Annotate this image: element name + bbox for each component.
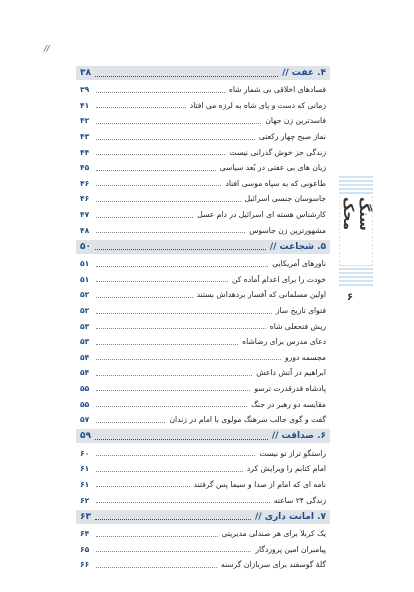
book-side-title (340, 195, 372, 265)
page-number: ۶ (347, 292, 354, 303)
dot-leader (96, 261, 268, 267)
entry-title: گلهٔ گوسفند برای سربازان گرسنه (220, 560, 326, 570)
toc-entry[interactable] (76, 222, 330, 238)
entry-title: کارشناس هسته ای اسرائیل در دام عسل (197, 210, 326, 220)
toc-entry[interactable] (76, 82, 330, 98)
dot-leader (96, 546, 251, 552)
entry-title: دعای مدرس برای رضاشاه (242, 337, 326, 347)
entry-page-number: ۶۲ (80, 495, 90, 505)
entry-page-number: ۴۲ (80, 116, 90, 126)
section-title: ۶. صداقت // (271, 431, 326, 442)
entry-title: خودت را برای اعدام آماده کن (231, 274, 326, 284)
entry-title: فتوای تاریخ ساز (275, 306, 326, 316)
dot-leader (96, 149, 225, 155)
entry-page-number: ۵۵ (80, 383, 90, 393)
entry-title: راستگو تراز تو نیست (259, 448, 326, 458)
entry-page-number: ۵۱ (80, 259, 90, 269)
toc-entry[interactable] (76, 129, 330, 145)
dot-leader (96, 323, 266, 329)
entry-title: پیامبران امین پروردگار (255, 544, 326, 554)
dot-leader (96, 481, 190, 487)
entry-page-number: ۵۵ (80, 399, 90, 409)
section-title: ۴. عفت // (282, 68, 326, 78)
entry-title: جاسوسان جنسی اسرائیل (244, 194, 326, 204)
entry-title: زمانی که دست و پای شاه به لرزه می افتاد (189, 100, 326, 110)
toc-entry[interactable] (76, 492, 330, 508)
entry-page-number: ۴۷ (80, 210, 90, 220)
entry-page-number: ۵۳ (80, 337, 90, 347)
entry-page-number: ۵۳ (80, 321, 90, 331)
book-title-text: سنگ محک (340, 195, 372, 265)
dot-leader (96, 118, 261, 124)
toc-entry[interactable] (76, 207, 330, 223)
entry-page-number: ۶۱ (80, 464, 90, 474)
dot-leader (96, 196, 241, 202)
section-heading[interactable] (76, 240, 330, 254)
entry-title: زندگی ۲۴ ساعته (273, 495, 326, 505)
dot-leader (96, 497, 270, 503)
dot-leader (95, 513, 251, 520)
toc-entry[interactable] (76, 113, 330, 129)
entry-title: زندگی جز خوش گذرانی نیست (229, 147, 326, 157)
dot-leader (96, 308, 272, 314)
dot-leader (96, 87, 225, 93)
section-title: ۵. شجاعت // (269, 241, 326, 252)
entry-title: یک کربلا برای هر صندلی مدیریتی (221, 529, 326, 539)
toc-entry[interactable] (76, 557, 330, 573)
toc-entry[interactable] (76, 365, 330, 381)
entry-page-number: ۵۲ (80, 306, 90, 316)
entry-page-number: ۵۴ (80, 352, 90, 362)
entry-page-number: ۴۶ (80, 178, 90, 188)
entry-title: گفت و گوی جالب سرهنگ مولوی با امام در زندان (169, 415, 326, 425)
dot-leader (96, 354, 281, 360)
dot-leader (96, 385, 250, 391)
section-page-number: ۵۹ (80, 431, 91, 442)
entry-title: پادشاه قدرقدرت ترسو (254, 383, 326, 393)
entry-page-number: ۴۶ (80, 194, 90, 204)
entry-page-number: ۶۱ (80, 479, 90, 489)
toc-entry[interactable] (76, 144, 330, 160)
entry-page-number: ۴۵ (80, 163, 90, 173)
section-title: ۷. امانت داری // (255, 511, 326, 522)
section-page-number: ۵۰ (80, 241, 91, 252)
dot-leader (96, 134, 255, 140)
dot-leader (96, 212, 193, 218)
dot-leader (96, 370, 252, 376)
section-heading[interactable] (76, 66, 330, 80)
entry-title: نامه ای که امام از صدا و سیما پس گرفتند (193, 479, 326, 489)
entry-page-number: ۵۱ (80, 274, 90, 284)
dot-leader (96, 339, 238, 345)
entry-title: امام کتابم را ویرایش کرد (246, 464, 326, 474)
toc-entry[interactable] (76, 272, 330, 288)
dot-leader (95, 70, 278, 77)
entry-page-number: ۴۳ (80, 132, 90, 142)
table-of-contents (76, 66, 330, 575)
dot-leader (96, 276, 228, 282)
entry-page-number: ۴۴ (80, 147, 90, 157)
toc-entry[interactable] (76, 461, 330, 477)
toc-entry[interactable] (76, 526, 330, 542)
toc-entry[interactable] (76, 191, 330, 207)
dot-leader (96, 531, 218, 537)
section-page-number: ۳۸ (80, 68, 91, 78)
entry-page-number: ۶۶ (80, 560, 90, 570)
toc-entry[interactable] (76, 541, 330, 557)
entry-page-number: ۶۵ (80, 544, 90, 554)
entry-title: نماز صبح چهار رکعتی (258, 132, 326, 142)
toc-entry[interactable] (76, 381, 330, 397)
toc-entry[interactable] (76, 303, 330, 319)
toc-entry[interactable] (76, 318, 330, 334)
dot-leader (96, 165, 216, 171)
dot-leader (96, 466, 243, 472)
header-mark: // (44, 44, 50, 53)
dot-leader (96, 227, 245, 233)
entry-page-number: ۴۱ (80, 100, 90, 110)
toc-entry[interactable] (76, 396, 330, 412)
entry-page-number: ۵۲ (80, 290, 90, 300)
toc-entry[interactable] (76, 445, 330, 461)
toc-entry[interactable] (76, 350, 330, 366)
entry-title: مشهورترین زن جاسوس (249, 225, 326, 235)
entry-title: فسادهای اخلاقی بی شمار شاه (228, 85, 326, 95)
dot-leader (95, 243, 266, 250)
dot-leader (96, 102, 186, 108)
entry-page-number: ۶۴ (80, 529, 90, 539)
entry-title: مجسمه دورو (284, 352, 326, 362)
toc-entry[interactable] (76, 412, 330, 428)
entry-title: فاسدترین زن جهان (265, 116, 326, 126)
entry-title: ابراهیم در آتش داعش (256, 368, 326, 378)
toc-entry[interactable] (76, 160, 330, 176)
dot-leader (96, 180, 221, 186)
entry-page-number: ۳۹ (80, 85, 90, 95)
toc-entry[interactable] (76, 287, 330, 303)
dot-leader (96, 401, 247, 407)
dot-leader (96, 292, 193, 298)
entry-page-number: ۶۰ (80, 448, 90, 458)
toc-entry[interactable] (76, 176, 330, 192)
dot-leader (96, 562, 217, 568)
entry-page-number: ۵۷ (80, 415, 90, 425)
toc-entry[interactable] (76, 334, 330, 350)
toc-entry[interactable] (76, 98, 330, 114)
dot-leader (96, 417, 165, 423)
section-heading[interactable] (76, 429, 330, 443)
section-page-number: ۶۳ (80, 511, 91, 522)
entry-title: مقایسه دو رهبر در جنگ (251, 399, 326, 409)
entry-page-number: ۵۴ (80, 368, 90, 378)
entry-title: ناورهای آمریکایی (272, 259, 326, 269)
toc-entry[interactable] (76, 477, 330, 493)
entry-title: ریش فتحعلی شاه (269, 321, 326, 331)
dot-leader (96, 450, 255, 456)
entry-page-number: ۴۸ (80, 225, 90, 235)
entry-title: طاعونی که به سپاه موسی افتاد (225, 178, 326, 188)
toc-entry[interactable] (76, 256, 330, 272)
entry-title: اولین مسلمانی که آفسار بردهداش بستند (196, 290, 326, 300)
section-heading[interactable] (76, 510, 330, 524)
entry-title: زیان های بی عفتی در بُعد سیاسی (219, 163, 326, 173)
dot-leader (95, 433, 268, 440)
